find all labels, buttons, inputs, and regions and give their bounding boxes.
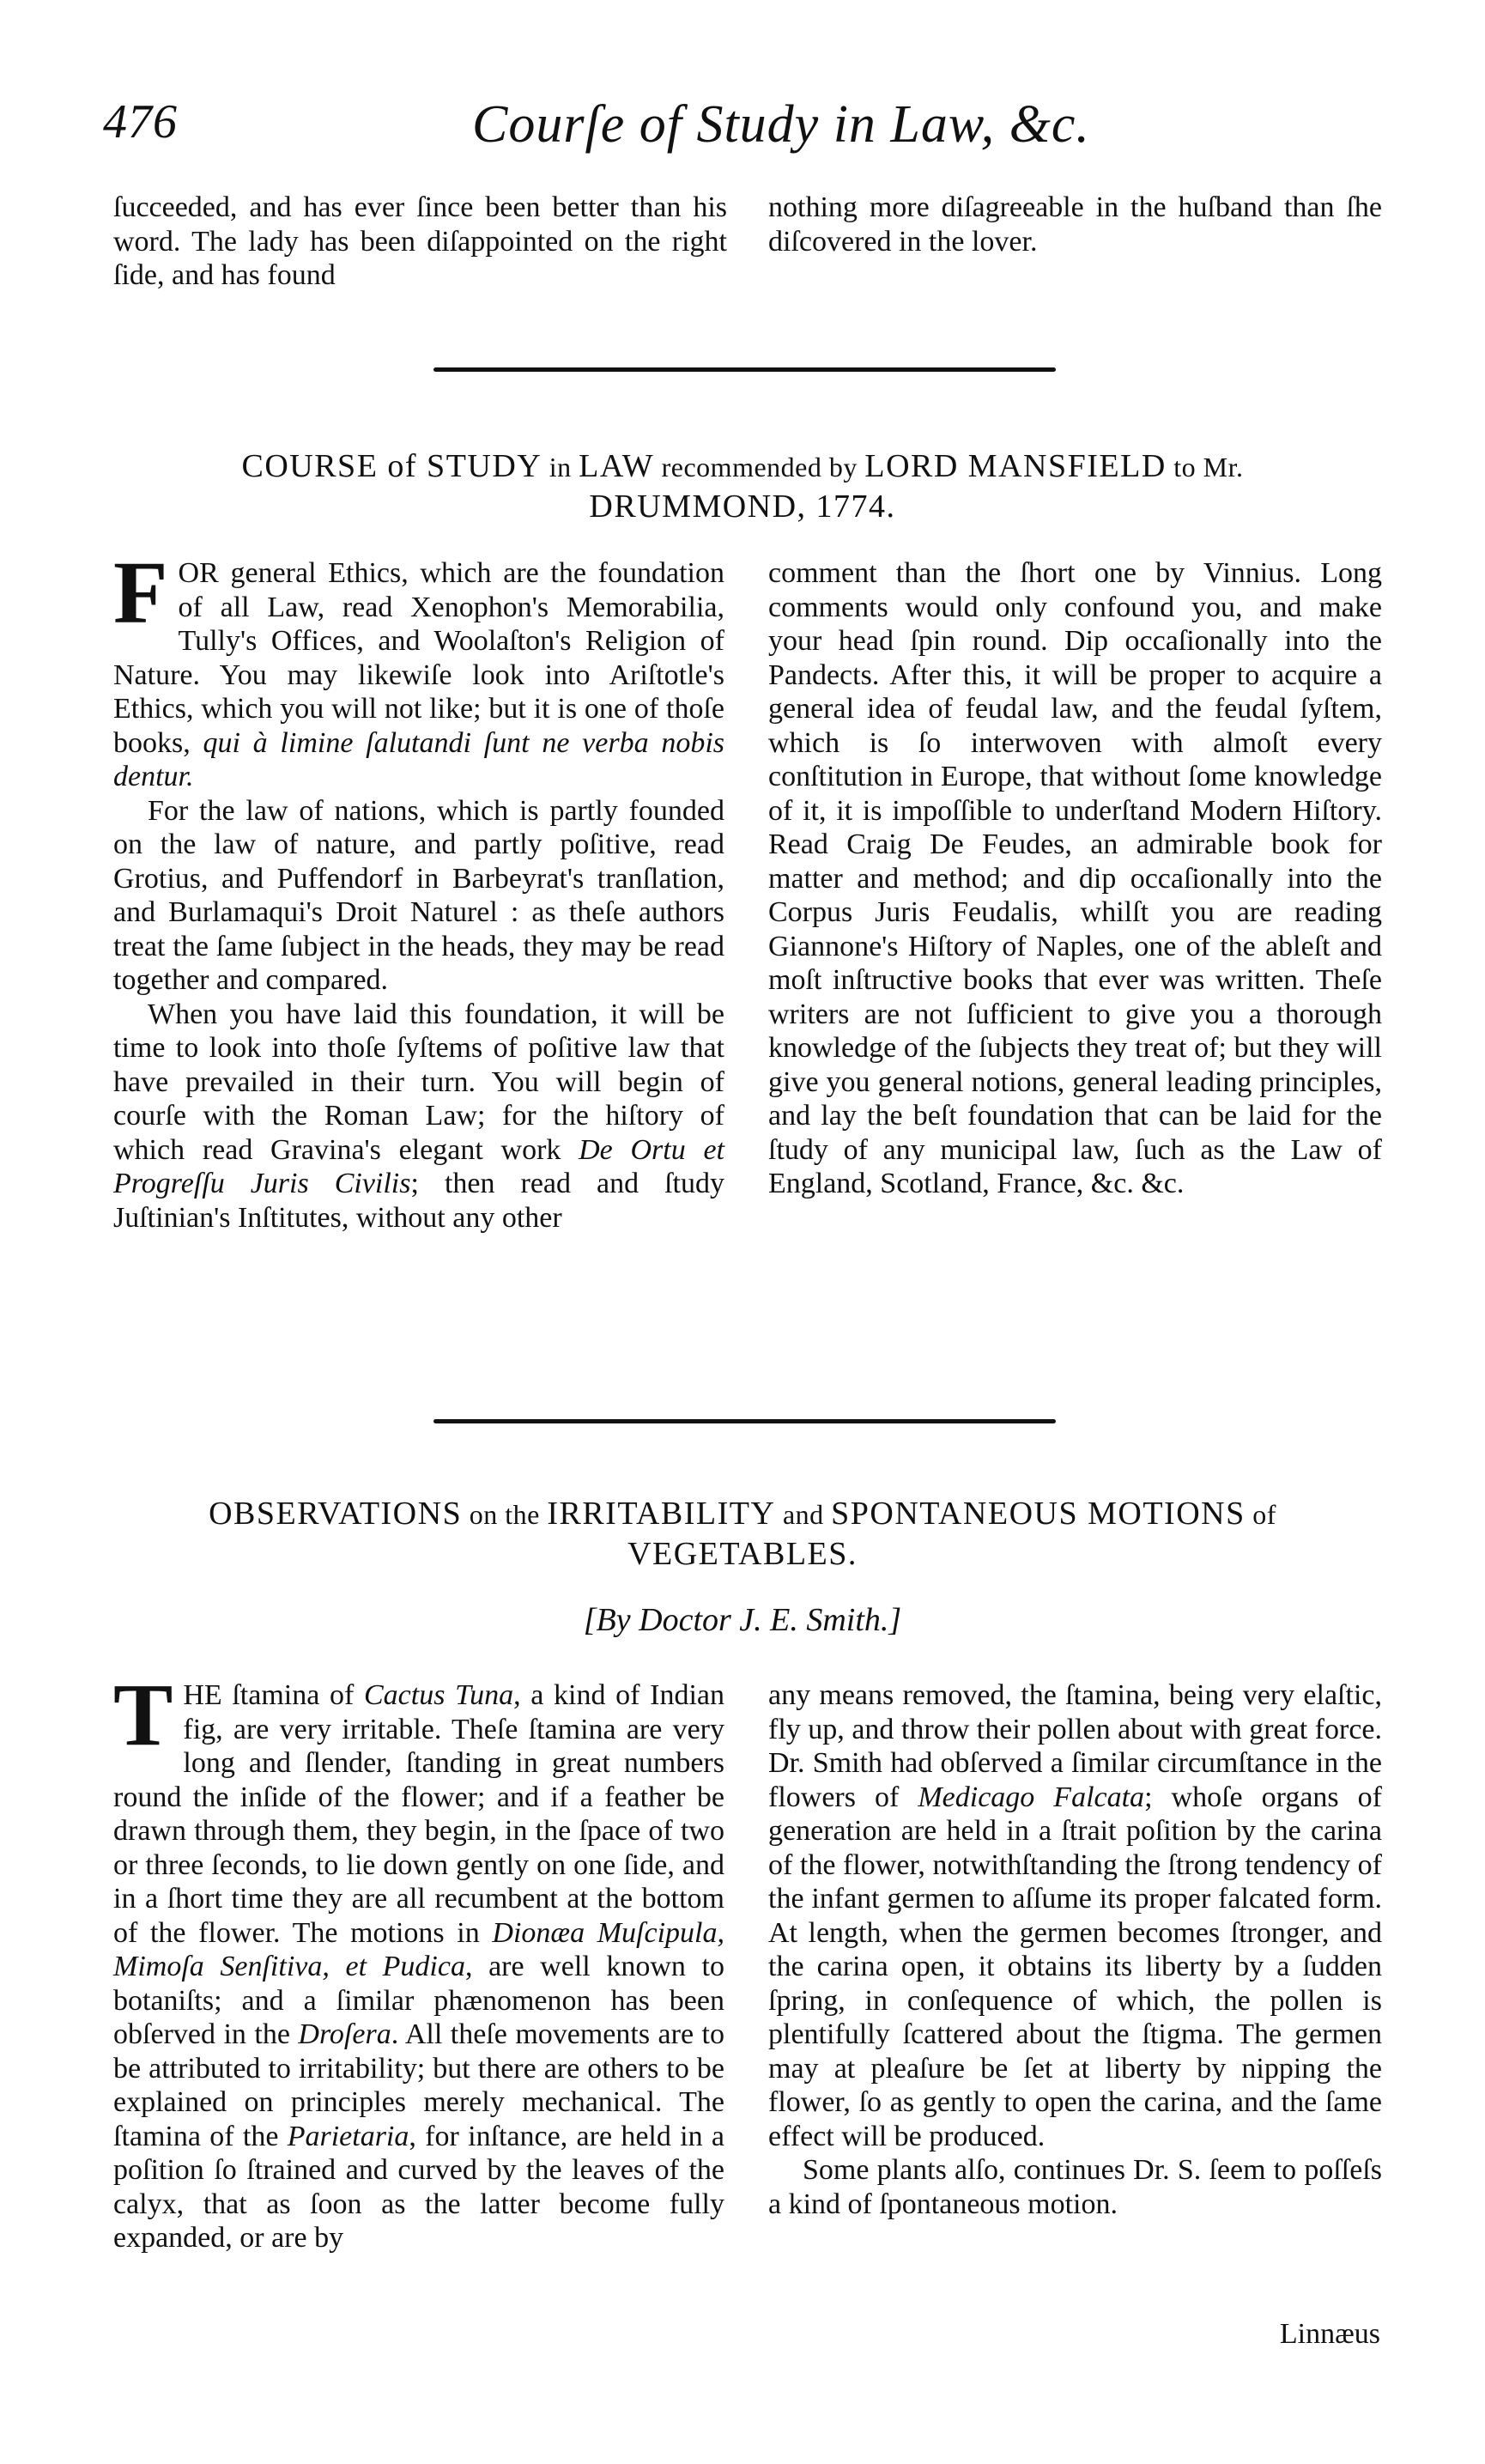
article1-title-line1 <box>120 446 1365 487</box>
article2-right-paragraph-2: Some plants alſo, continues Dr. S. ſeem to poſſeſs a kind of ſpontaneous motion. <box>768 2154 1382 2220</box>
article2-text-b: , a kind of Indian fig, are very irritable. Theſe ſtamina are very long and ſlender, ſtanding in great numbers round the inſide of the flower; and if a feather be drawn through them, they begin, in the ſpace of two or three ſeconds, to lie down gently on one ſide, and in a ſhort time they are all recumbent at the bottom of the flower. The motions in <box>113 1679 725 1949</box>
article2-right-paragraph-1 <box>768 1678 1382 2153</box>
page-number: 476 <box>103 95 178 149</box>
article1-right-paragraph: comment than the ſhort one by Vinnius. Long comments would only confound you, and make your head ſpin round. Dip occaſionally into the Pandects. After this, it will be proper to acquire a general idea of feudal law, and the feudal ſyſtem, which is ſo interwoven with almoſt every conſtitution in Europe, that without ſome knowledge of it, it is impoſſible to underſtand Modern Hiſtory. Read Craig De Feudes, an admirable book for matter and method; and dip occaſionally into the Corpus Juris Feudalis, whilſt you are reading Giannone's Hiſtory of Naples, one of the ableſt and moſt inſtructive books that ever was written. Theſe writers are not ſufficient to give you a thorough knowledge of the ſubjects they treat of; but they will give you general notions, general leading principles, and lay the beſt foundation that can be laid for the ſtudy of any municipal law, ſuch as the Law of England, Scotland, France, &c. &c. <box>768 557 1382 1199</box>
article1-title-caps2: LAW <box>579 448 655 484</box>
article1-paragraph-3 <box>113 998 724 1235</box>
article1-p1-text: OR general Ethics, which are the foundation of all Law, read Xenophon's Memorabilia, Tully's Offices, and Woolaſton's Religion of Nature. You may likewiſe look into Ariſtotle's Ethics, which you will not like; but it is one of thoſe books, <box>113 557 724 759</box>
article2-right-italic: Medicago Falcata <box>918 1781 1145 1813</box>
article2-title-caps3: SPONTANEOUS MOTIONS <box>831 1496 1246 1532</box>
article1-title-small2: recommended by <box>654 452 865 482</box>
article2-title-line1 <box>120 1494 1365 1534</box>
article2-title-line2: VEGETABLES. <box>627 1536 858 1572</box>
article1-p3-italic: De Ortu et Progreſſu Juris Civilis <box>113 1133 724 1199</box>
article2-text-c: , are well known to botaniſts; and a ſimilar phænomenon has been obſerved in the <box>113 1951 724 2050</box>
article2-title-caps2: IRRITABILITY <box>547 1496 776 1532</box>
article2-text-a: HE ſtamina of <box>183 1679 364 1711</box>
article2-right-text-a: any means removed, the ſtamina, being very elaſtic, fly up, and throw their pollen about with great force. Dr. Smith had obſerved a ſimilar circumſtance in the flowers of <box>768 1679 1382 1813</box>
article1-paragraph-2: For the law of nations, which is partly founded on the law of nature, and partly poſitive, read Grotius, and Puffendorf in Barbeyrat's tranſlation, and Burlamaqui's Droit Naturel : as theſe authors treat the ſame ſubject in the heads, they may be read together and compared. <box>113 794 724 996</box>
article2-paragraph-1 <box>113 1666 725 2255</box>
article2-title <box>120 1494 1365 1574</box>
article2-right-text-b: ; whoſe organs of generation are held in a ſtrait poſition by the carina of the flower, notwithſtanding the ſtrong tendency of the infant germen to aſſume its proper falcated form. At length, when the germen becomes ſtronger, and the carina open, it obtains its liberty by a ſudden ſpring, in conſequence of which, the pollen is plentifully ſcattered about the ſtigma. The germen may at pleaſure be ſet at liberty by nipping the flower, ſo as gently to open the carina, and the ſame effect will be produced. <box>768 1781 1383 2152</box>
article1-left-column <box>113 543 724 1235</box>
article1-p3-text-b: ; then read and ſtudy Juſtinian's Inſtitutes, without any other <box>113 1168 724 1234</box>
article2-italic-3: Droſera <box>298 2018 391 2050</box>
running-title: Courſe of Study in Law, &c. <box>472 95 1090 154</box>
article2-byline: [By Doctor J. E. Smith.] <box>583 1602 902 1638</box>
continuation-left-column <box>113 191 727 293</box>
article1-title-caps1: COURSE of STUDY <box>241 448 542 484</box>
section-divider-rule <box>433 367 1056 372</box>
article2-text-e: , for inſtance, are held in a poſition ſo ſtrained and curved by the leaves of the calyx, that as ſoon as the latter become fully expanded, or are by <box>113 2120 724 2254</box>
article1-title-line2: DRUMMOND, 1774. <box>589 489 896 525</box>
continuation-right-column <box>768 191 1382 258</box>
article2-italic-4: Parietaria <box>287 2120 409 2152</box>
continuation-right-text: nothing more diſagreeable in the huſband than ſhe diſcovered in the lover. <box>768 191 1382 258</box>
article1-title <box>120 446 1365 526</box>
continuation-left-text: ſucceeded, and has ever ſince been better than his word. The lady has been diſappointed on the right ſide, and has found <box>113 191 727 291</box>
article2-text-d: . All theſe movements are to be attributed to irritability; but there are others to be explained on principles merely mechanical. The ſtamina of the <box>113 2018 724 2152</box>
article2-left-column <box>113 1666 725 2255</box>
article1-title-small1: in <box>542 452 579 482</box>
article2-italic-2: Dionæa Muſcipula, Mimoſa Senſitiva, et Pudica <box>113 1916 724 1982</box>
article2-title-small1: on the <box>462 1499 548 1530</box>
article1-title-small3: to Mr. <box>1166 452 1244 482</box>
article1-right-column <box>768 556 1382 1201</box>
catchword: Linnæus <box>1279 2318 1380 2350</box>
article1-paragraph-1 <box>113 543 724 794</box>
running-header <box>103 94 1391 163</box>
article2-title-small2: and <box>775 1499 832 1530</box>
article1-title-caps3: LORD MANSFIELD <box>864 448 1167 484</box>
article2-right-column <box>768 1678 1382 2221</box>
article1-p3-text-a: When you have laid this foundation, it will be time to look into thoſe ſyſtems of poſitive law that have prevailed in their turn. You will begin of courſe with the Roman Law; for the hiſtory of which read Gravina's elegant work <box>113 998 724 1166</box>
section-divider-rule <box>433 1419 1056 1423</box>
article2-title-caps1: OBSERVATIONS <box>209 1496 463 1532</box>
article2-italic-1: Cactus Tuna <box>363 1679 514 1711</box>
article2-dropcap: T <box>113 1666 173 1764</box>
article1-p1-latin: qui à limine ſalutandi ſunt ne verba nobis dentur. <box>113 726 724 792</box>
article1-dropcap: F <box>113 543 168 642</box>
article2-title-small3: of <box>1245 1499 1276 1530</box>
